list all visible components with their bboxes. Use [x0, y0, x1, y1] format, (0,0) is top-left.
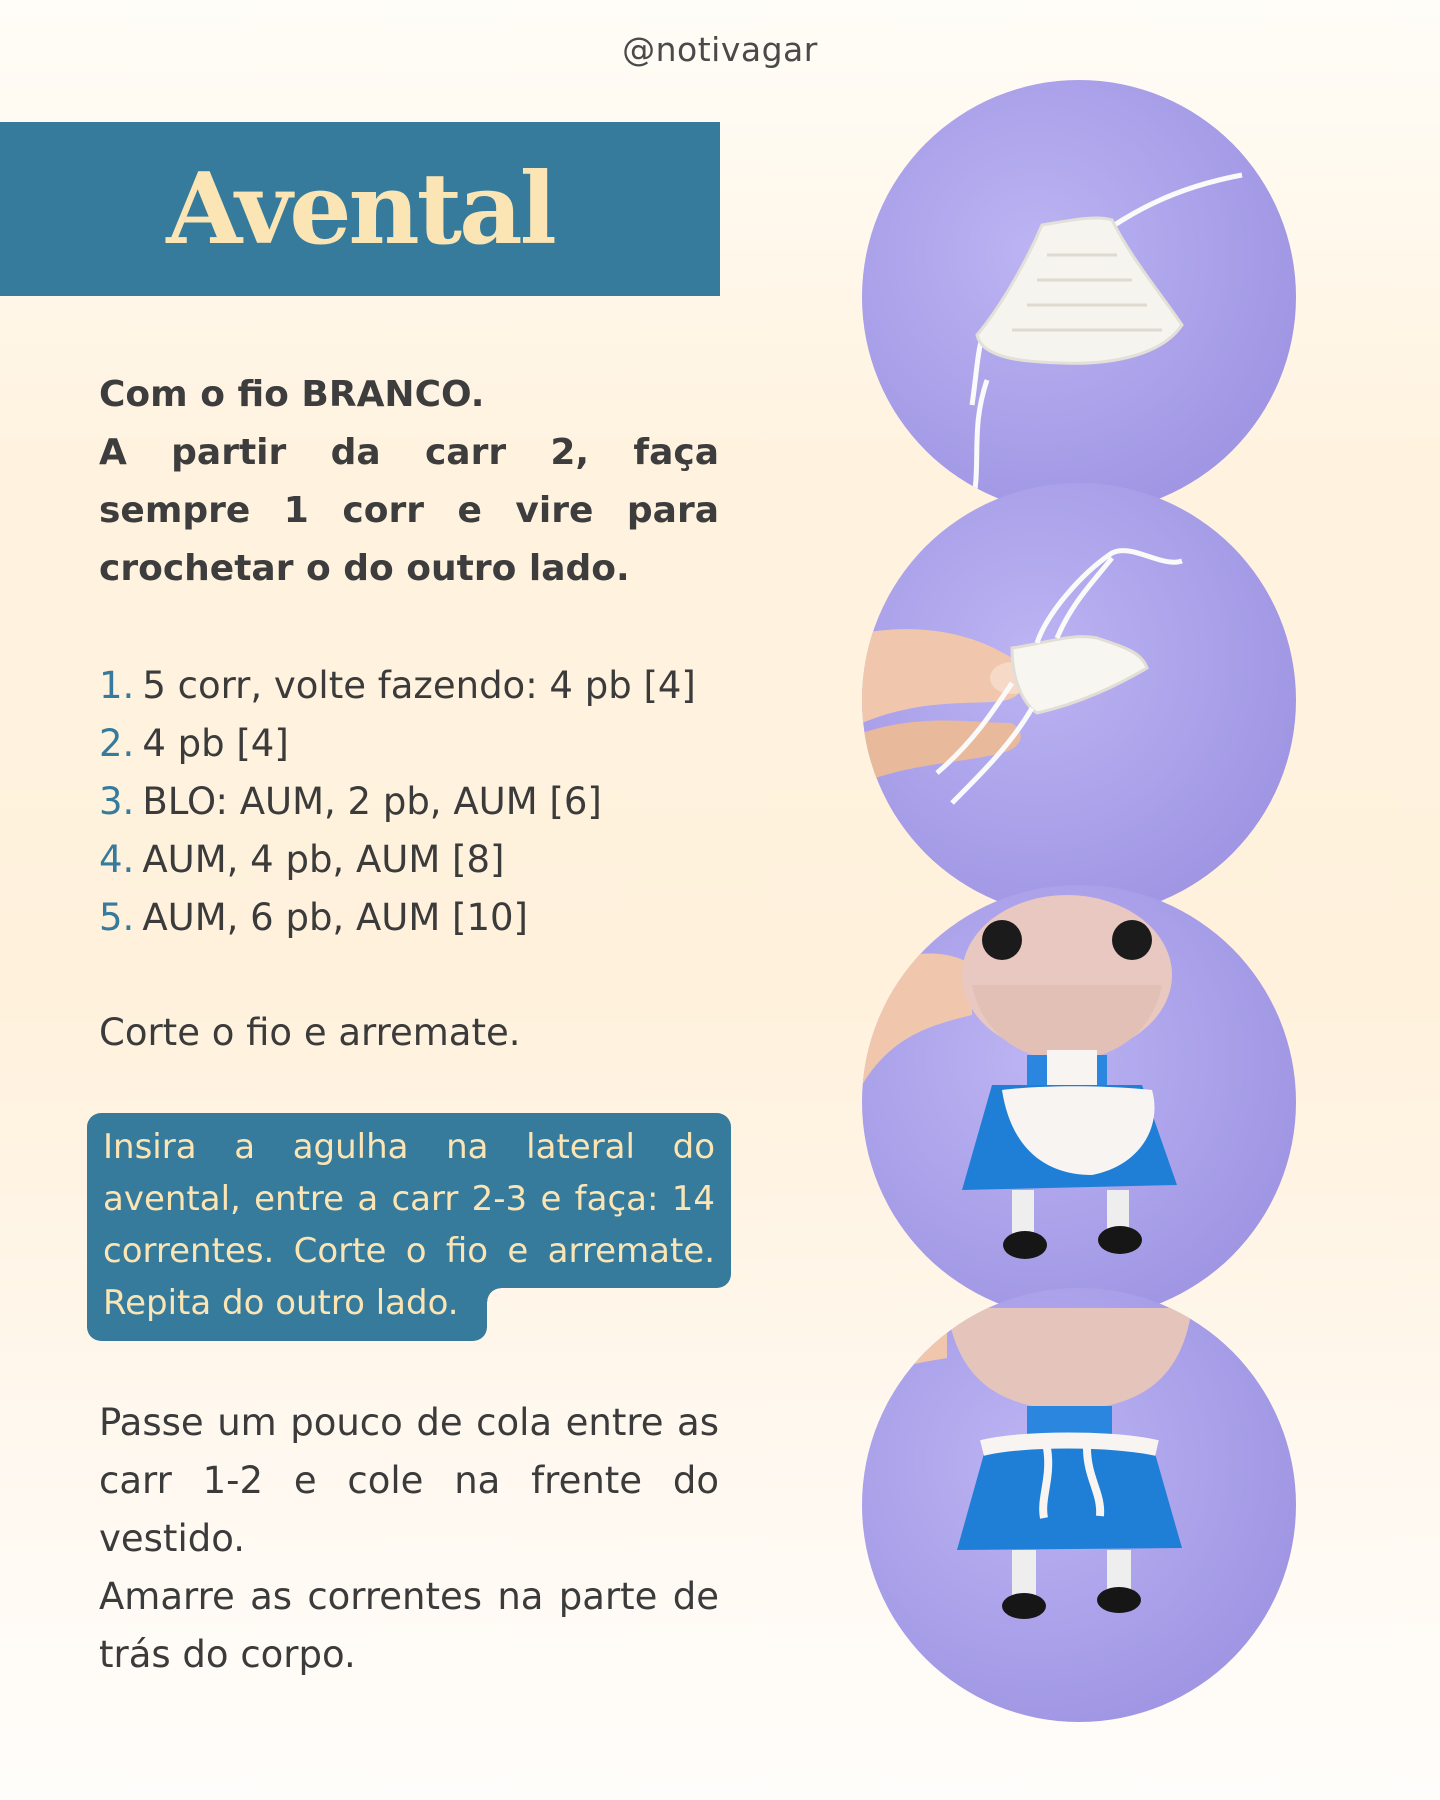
note-line: Repita do outro lado.: [103, 1283, 459, 1323]
step-item: [99, 831, 719, 889]
step-number: 3.: [99, 780, 135, 823]
step-number: 4.: [99, 838, 135, 881]
note-text: [103, 1121, 715, 1329]
step-number: 1.: [99, 664, 135, 707]
glue-instruction: Passe um pouco de cola entre as carr 1-2 e cole na frente do vestido.: [99, 1401, 719, 1560]
step-text: 5 corr, volte fazendo: 4 pb [4]: [142, 664, 696, 707]
tie-instruction: Amarre as correntes na parte de trás do corpo.: [99, 1575, 719, 1676]
doll-front-illustration: [862, 885, 1296, 1319]
step-text: 4 pb [4]: [142, 722, 289, 765]
step-item: [99, 889, 719, 947]
step-item: [99, 657, 719, 715]
round-steps-list: [99, 657, 719, 947]
photo-doll-front: [862, 885, 1296, 1319]
step-text: BLO: AUM, 2 pb, AUM [6]: [142, 780, 602, 823]
step-item: [99, 715, 719, 773]
page-title: Avental: [166, 152, 554, 267]
account-handle: @notivagar: [622, 30, 818, 69]
intro-turn-line: A partir da carr 2, faça sempre 1 corr e vire para crochetar o do outro lado.: [99, 432, 719, 589]
note-line: correntes. Corte o fio e arremate.: [103, 1231, 715, 1271]
title-banner: [0, 122, 720, 296]
step-text: AUM, 6 pb, AUM [10]: [142, 896, 528, 939]
note-line: Insira a agulha na lateral do: [103, 1127, 715, 1167]
step-text: AUM, 4 pb, AUM [8]: [142, 838, 505, 881]
hand-apron-illustration: [862, 483, 1296, 917]
photo-apron-piece: [862, 80, 1296, 514]
intro-instructions: [99, 366, 719, 598]
photo-doll-back: [862, 1288, 1296, 1722]
note-line: avental, entre a carr 2-3 e faça: 14: [103, 1179, 715, 1219]
step-number: 2.: [99, 722, 135, 765]
apron-piece-illustration: [862, 80, 1296, 514]
step-item: [99, 773, 719, 831]
intro-yarn-line: Com o fio BRANCO.: [99, 374, 485, 415]
cut-instruction: Corte o fio e arremate.: [99, 1011, 521, 1054]
doll-back-illustration: [862, 1288, 1296, 1722]
highlight-note: [87, 1113, 731, 1341]
photo-hand-holding-apron: [862, 483, 1296, 917]
finishing-instructions: [99, 1394, 719, 1684]
step-number: 5.: [99, 896, 135, 939]
